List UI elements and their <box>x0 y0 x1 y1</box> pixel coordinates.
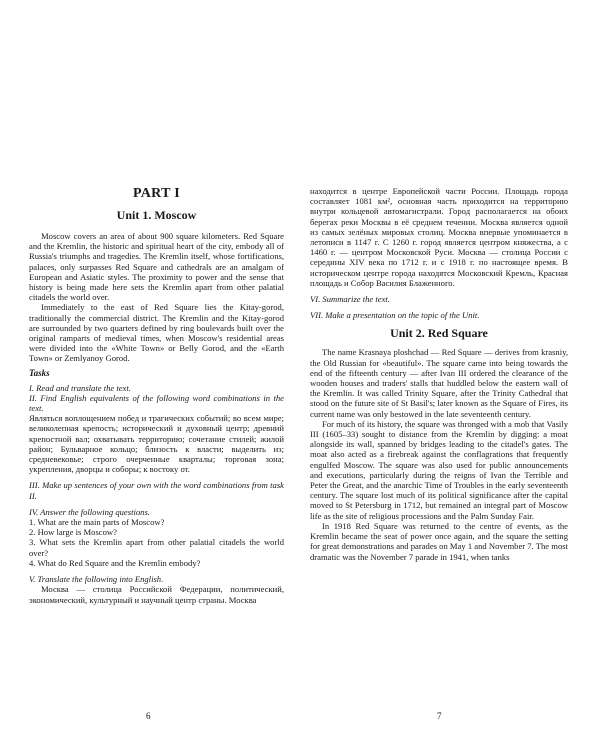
task-5-russian-text: Москва — столица Российской Федерации, политический, экономический, культурный и научный центр страны. Москва <box>29 584 284 605</box>
page-number-right: 7 <box>437 711 442 721</box>
task-6: VI. Summarize the text. <box>310 294 390 305</box>
question-3: 3. What sets the Kremlin apart from other palatial citadels the world over? <box>29 537 284 558</box>
tasks-heading: Tasks <box>29 367 50 378</box>
question-1: 1. What are the main parts of Moscow? <box>29 517 165 528</box>
unit-2-title: Unit 2. Red Square <box>390 326 488 341</box>
task-2-word-list: Являться воплощением побед и трагических событий; во всем мире; великолепная крепость; исторический и духовный центр; древний крепостной вал; охватывать территорию; сочетание стилей; жилой район; Бульварное кольцо; близость к власти; выделить из; средневековье; строго очерченные кварталы; торговая зона; укрепления, дворцы и соборы; к востоку от. <box>29 413 284 475</box>
part-title: PART I <box>132 186 181 201</box>
unit-1-paragraph-1: Moscow covers an area of about 900 square kilometers. Red Square and the Kremlin, the historic and spiritual heart of the city, embody all of Russia's triumphs and tragedies. The Kremlin itself, whose fortifications, palaces, only surpasses Red Square and cathedrals are an amalgam of European and Asiatic styles. The proximity to power and the sense that history is being made here sets the Kremlin apart from other palatial citadels the world over. <box>29 231 284 303</box>
unit-2-paragraph-2: For much of its history, the square was thronged with a mob that Vasily III (1605–33) sought to distance from the Kremlin by digging: a moat alongside its wall, spanned by bridges leading to the citadel's gates. The moat also acted as a firebreak against the conflagrations that frequently engulfed Moscow. The square was also used for public announcements and executions, particularly during the reigns of Ivan the Terrible and Peter the Great, and the anarchic Time of Troubles in the early seventeenth century. The square lost much of its political significance after the capital moved to St Petersburg in 1712, but remained an integral part of Moscow life as the site of religious processions and the Palm Sunday Fair. <box>310 418 568 521</box>
left-page-column <box>29 186 284 605</box>
task-7: VII. Make a presentation on the topic of the Unit. <box>310 310 480 321</box>
task-3: III. Make up sentences of your own with the word combinations from task II. <box>29 480 284 501</box>
unit-2-paragraph-1: The name Krasnaya ploshchad — Red Square — derives from krasniy, the Old Russian for «beautiful». The square came into being towards the end of the fifteenth century — after Ivan III ordered the clearance of the wooden houses and traders' stalls that huddled below the eastern wall of the Kremlin. It was called Trinity Square, after the Trinity Cathedral that stood on the future site of St Basil's; later known as the Square of Fires, its current name was only bestowed in the late seventeenth century. <box>310 347 568 419</box>
unit-2-paragraph-3: In 1918 Red Square was returned to the centre of events, as the Kremlin became the seat of power once again, and the square the setting for great demonstrations and parades on May 1 and November 7. The most dramatic was the November 7 parade in 1941, when tanks <box>310 520 568 562</box>
task-2: II. Find English equivalents of the following word combinations in the text. <box>29 392 284 414</box>
russian-text-continued: находится в центре Европейской части России. Площадь города составляет 1081 км², основная часть приходится на территорию внутри кольцевой автомагистрали. Город располагается на обоих берегах реки Москвы в её среднем течении. Москва является одной из самых зелёных мировых столиц. Москва впервые упоминается в летописи в 1147 г. С 1260 г. город является центром княжества, а с 1460 г. — центром Московской Руси. Москва — столица России с середины XIV века по 1712 г. и с 1918 г. по настоящее время. В историческом центре города находятся Московский Кремль, Красная площадь и Собор Василия Блаженного. <box>310 186 568 288</box>
task-1: I. Read and translate the text. <box>29 382 131 393</box>
page-number-left: 6 <box>146 711 151 721</box>
unit-1-paragraph-2: Immediately to the east of Red Square lies the Kitay-gorod, traditionally the commercial district. The Kremlin and the Kitay-gorod are surrounded by two quarters defined by ring boulevards built over the original ramparts of medieval times, when Moscow's residential areas were divided into the «White Town» or Belly Gorod, and the «Earth Town» or Zemlyanoy Gorod. <box>29 302 284 364</box>
right-page <box>300 0 600 750</box>
question-2: 2. How large is Moscow? <box>29 527 117 538</box>
task-5: V. Translate the following into English. <box>29 574 164 585</box>
right-page-column <box>310 186 568 562</box>
task-4: IV. Answer the following questions. <box>29 506 150 517</box>
unit-1-title: Unit 1. Moscow <box>116 208 197 222</box>
question-4: 4. What do Red Square and the Kremlin embody? <box>29 557 201 568</box>
